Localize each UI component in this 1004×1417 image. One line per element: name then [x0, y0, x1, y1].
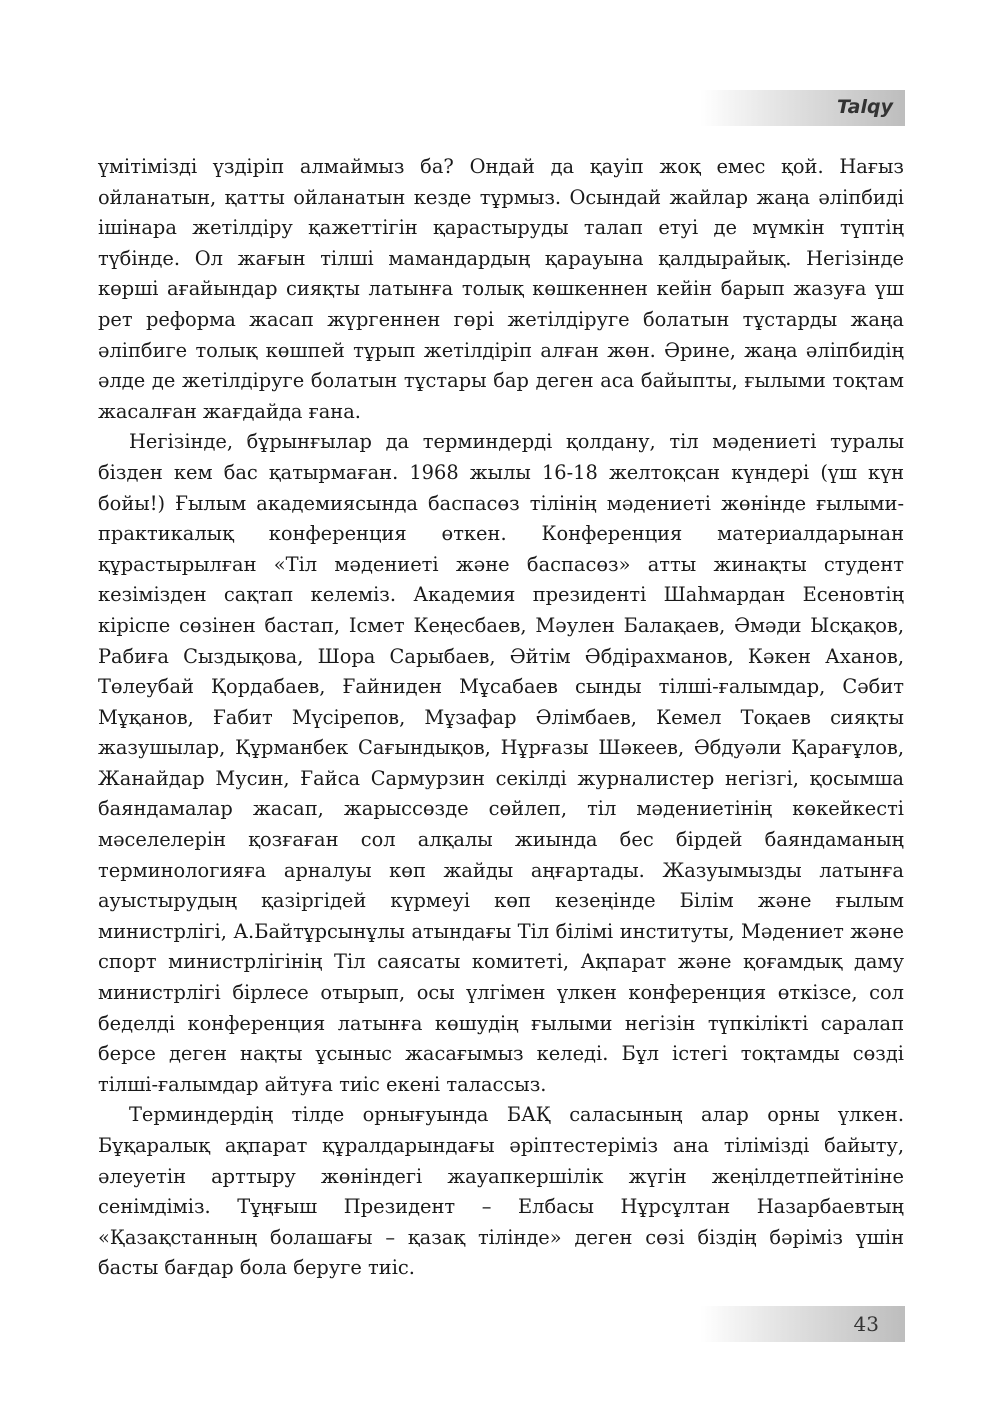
- paragraph-2: Негізінде, бұрынғылар да терминдерді қолдану, тіл мәдениеті туралы бізден кем бас қатырмаған. 1968 жылы 16-18 желтоқсан күндері (үш күн бойы!) Ғылым академиясында баспасөз тілінің мәдениеті жөнінде ғылыми-практикалық конференция өткен. Конференция материалдарынан құрастырылған «Тіл мәдениеті және баспасөз» атты жинақты студент кезімізден сақтап келеміз. Академия президенті Шаһмардан Есеновтің кіріспе сөзінен бастап, Ісмет Кеңесбаев, Мәулен Балақаев, Әмәди Ысқақов, Рабиға Сыздықова, Шора Сарыбаев, Әйтім Әбдірахманов, Кәкен Аханов, Төлеубай Қордабаев, Ғайниден Мұсабаев сынды тілші-ғалымдар, Сәбит Мұқанов, Ғабит Мүсірепов, Мұзафар Әлімбаев, Кемел Тоқаев сияқты жазушылар, Құрманбек Сағындықов, Нұрғазы Шәкеев, Әбдуәли Қарағұлов, Жанайдар Мусин, Ғайса Сармурзин секілді журналистер негізгі, қосымша баяндамалар жасап, жарыссөзде сөйлеп, тіл мәдениетінің көкейкесті мәселелерін қозғаған сол алқалы жиында бес бірдей баяндаманың терминологияға арналуы көп жайды аңғартады. Жазуымызды латынға ауыстырудың қазіргідей күрмеуі көп кезеңінде Білім және ғылым министрлігі, А.Байтұрсынұлы атындағы Тіл білімі институты, Мәдениет және спорт министрлігінің Тіл саясаты комитеті, Ақпарат және қоғамдық даму министрлігі бірлесе отырып, осы үлгімен үлкен конференция өткізсе, сол беделді конференция латынға көшудің ғылыми негізін түпкілікті саралап берсе деген нақты ұсыныс жасағымыз келеді. Бұл істегі тоқтамды сөзді тілші-ғалымдар айтуға тиіс екені талассыз.: [98, 430, 904, 1096]
- running-header-title: Talqy: [836, 96, 893, 118]
- paragraph-1: үмітімізді үздіріп алмаймыз ба? Ондай да қауіп жоқ емес қой. Нағыз ойланатын, қатты ойланатын кезде тұрмыз. Осындай жайлар жаңа әліпбиді ішінара жетілдіру қажеттігін қарастыруды талап етуі де мүмкін түптің түбінде. Ол жағын тілші мамандардың қарауына қалдырайық. Негізінде көрші ағайындар сияқты латынға толық көшкеннен кейін барып жазуға үш рет реформа жасап жүргеннен гөрі жетілдіруге болатын тұстарды жаңа әліпбиге толық көшпей тұрып жетілдіріп алған жөн. Әрине, жаңа әліпбидің әлде де жетілдіруге болатын тұстары бар деген аса байыпты, ғылыми тоқтам жасалған жағдайда ғана.: [98, 155, 904, 423]
- page-body: [98, 152, 904, 1284]
- page-footer: [700, 1306, 905, 1342]
- paragraph-3: Терминдердің тілде орнығуында БАҚ саласының алар орны үлкен. Бұқаралық ақпарат құралдарындағы әріптестеріміз ана тілімізді байыту, әлеуетін арттыру жөніндегі жауапкершілік жүгін жеңілдетпейтініне сенімдіміз. Тұңғыш Президент – Елбасы Нұрсұлтан Назарбаевтың «Қазақстанның болашағы – қазақ тілінде» деген сөзі біздің бәріміз үшін басты бағдар бола беруге тиіс.: [98, 1103, 904, 1280]
- page-number: 43: [853, 1312, 879, 1336]
- running-header: [700, 90, 905, 126]
